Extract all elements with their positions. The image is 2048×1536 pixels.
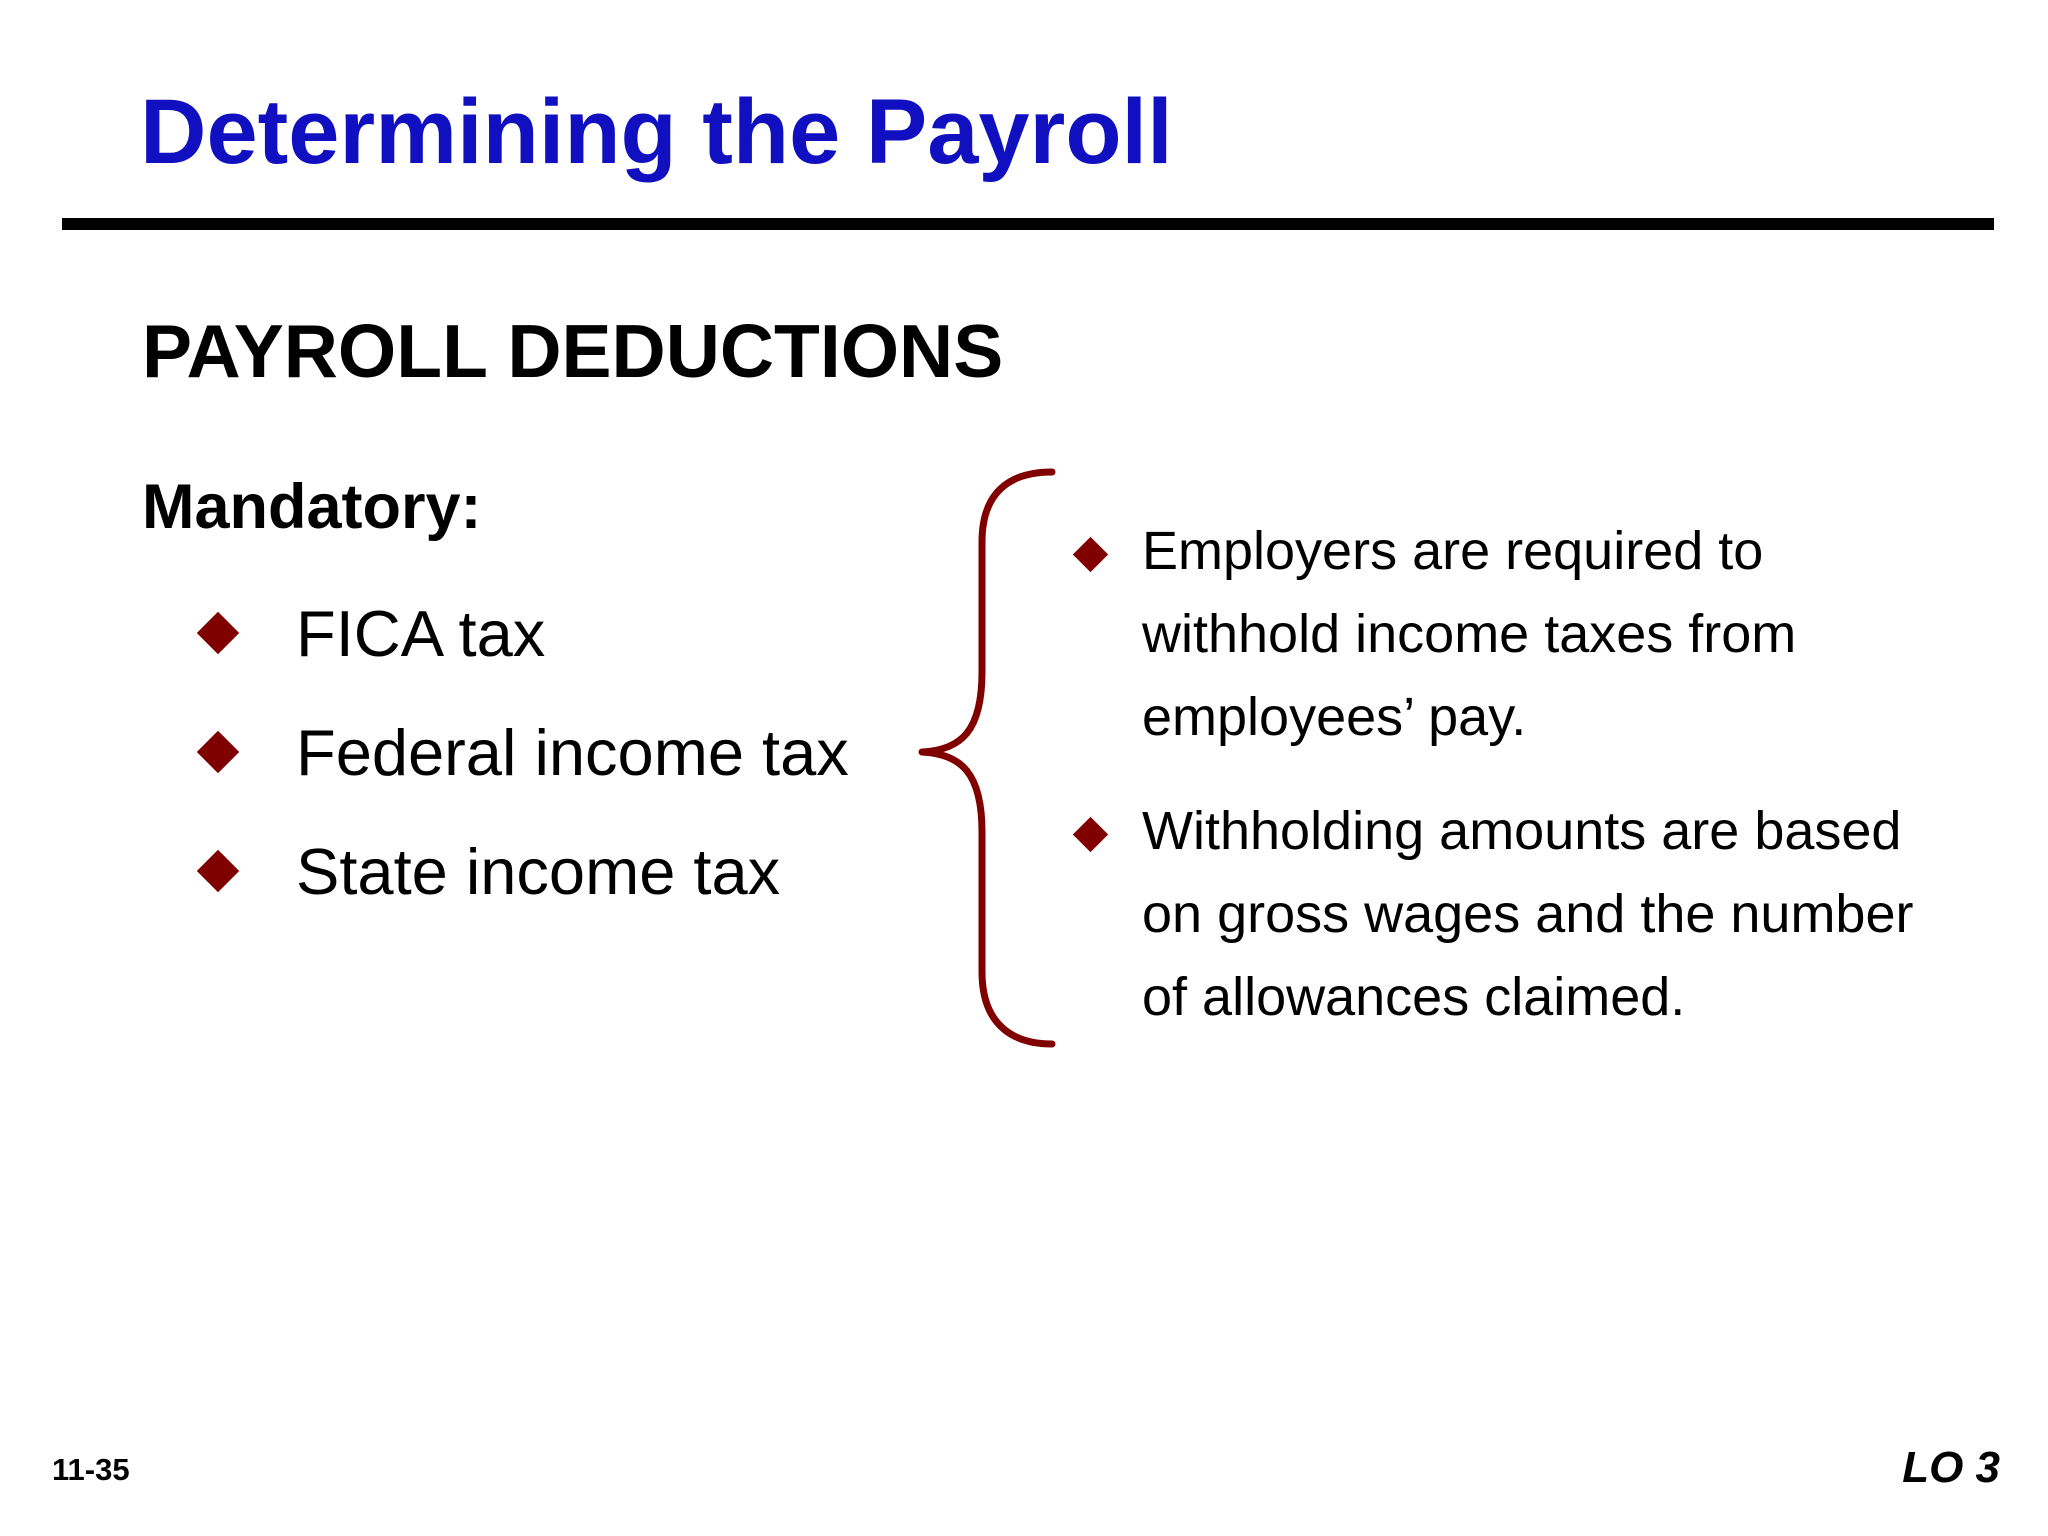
slide-number: 11-35	[52, 1452, 130, 1487]
list-item-fica-tax	[196, 593, 916, 673]
note-line: Employers are required to	[1142, 521, 1764, 581]
diamond-bullet-icon	[197, 731, 239, 773]
diamond-bullet-icon	[197, 850, 239, 892]
note-line: employees’ pay.	[1142, 687, 1527, 747]
note-line: on gross wages and the number	[1142, 884, 1914, 944]
note-line: Withholding amounts are based	[1142, 801, 1902, 861]
curly-brace-icon	[912, 462, 1058, 1062]
diamond-bullet-icon	[1073, 537, 1108, 572]
note-text	[1142, 510, 2042, 759]
diamond-bullet-icon	[197, 612, 239, 654]
note-text	[1142, 790, 2042, 1039]
learning-objective-label: LO 3	[1902, 1443, 2000, 1492]
list-item-label: State income tax	[296, 834, 781, 908]
slide-title: Determining the Payroll	[140, 81, 1173, 183]
diamond-bullet-icon	[1073, 817, 1108, 852]
curly-brace-path	[922, 472, 1052, 1044]
list-item-federal-income-tax	[196, 712, 916, 792]
section-heading: PAYROLL DEDUCTIONS	[142, 309, 1004, 393]
note-line: withhold income taxes from	[1142, 604, 1797, 664]
list-item-state-income-tax	[196, 831, 916, 911]
title-divider	[62, 218, 1994, 230]
list-item-label: Federal income tax	[296, 715, 849, 789]
mandatory-label: Mandatory:	[142, 472, 482, 542]
note-line: of allowances claimed.	[1142, 967, 1686, 1027]
list-item-label: FICA tax	[296, 596, 546, 670]
